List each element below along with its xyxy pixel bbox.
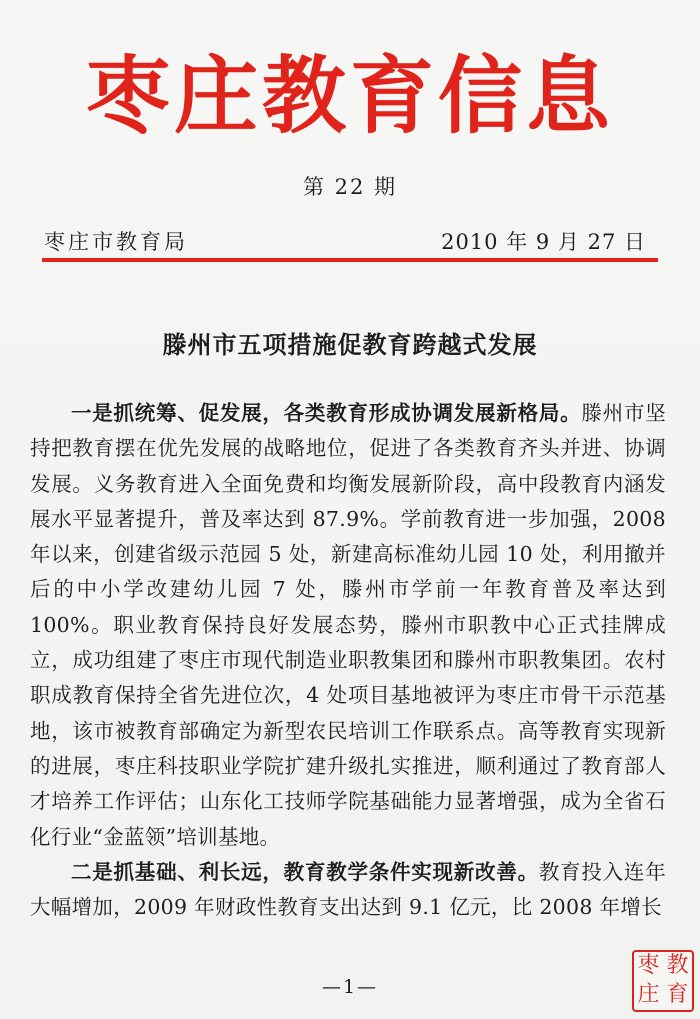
paragraph-1-lead: 一是抓统筹、促发展，各类教育形成协调发展新格局。	[71, 401, 582, 425]
seal-char-3: 庄	[637, 982, 660, 1007]
paragraph-2-lead: 二是抓基础、利长远，教育教学条件实现新改善。	[71, 859, 539, 884]
seal-char-2: 教	[666, 953, 689, 978]
issue-number: 第 22 期	[302, 175, 398, 199]
article-body	[30, 396, 666, 925]
masthead-title: 枣庄教育信息	[85, 46, 614, 145]
issue-date: 2010 年 9 月 27 日	[441, 230, 646, 254]
paragraph-1	[30, 396, 666, 855]
header-divider	[42, 258, 658, 262]
seal-stamp	[632, 950, 694, 1012]
seal-char-1: 枣	[637, 953, 660, 978]
seal-char-4: 育	[666, 982, 689, 1007]
paragraph-2-text: 教育投入连年大幅增加，2009 年财政性教育支出达到 9.1 亿元，比 2008 年增长	[30, 859, 666, 920]
paragraph-2	[30, 855, 666, 926]
article-title: 滕州市五项措施促教育跨越式发展	[162, 330, 538, 359]
issuer-name: 枣庄市教育局	[44, 230, 188, 254]
page-number: —1—	[321, 976, 379, 998]
paragraph-1-text: 滕州市坚持把教育摆在优先发展的战略地位，促进了各类教育齐头并进、协调发展。义务教育进入全面免费和均衡发展新阶段，高中段教育内涵发展水平显著提升，普及率达到 87.9%。学前教育进一步加强，2008 年以来，创建省级示范园 5 处，新建高标准幼儿园 10 处，利用撤并后的中小学改建幼儿园 7 处，滕州市学前一年教育普及率达到 100%。职业教育保持良好发展态势，滕州市职教中心正式挂牌成立，成功组建了枣庄市现代制造业职教集团和滕州市职教集团。农村职成教育保持全省先进位次，4 处项目基地被评为枣庄市骨干示范基地，该市被教育部确定为新型农民培训工作联系点。高等教育实现新的进展，枣庄科技职业学院扩建升级扎实推进，顺利通过了教育部人才培养工作评估；山东化工技师学院基础能力显著增强，成为全省石化行业“金蓝领”培训基地。	[30, 401, 667, 849]
